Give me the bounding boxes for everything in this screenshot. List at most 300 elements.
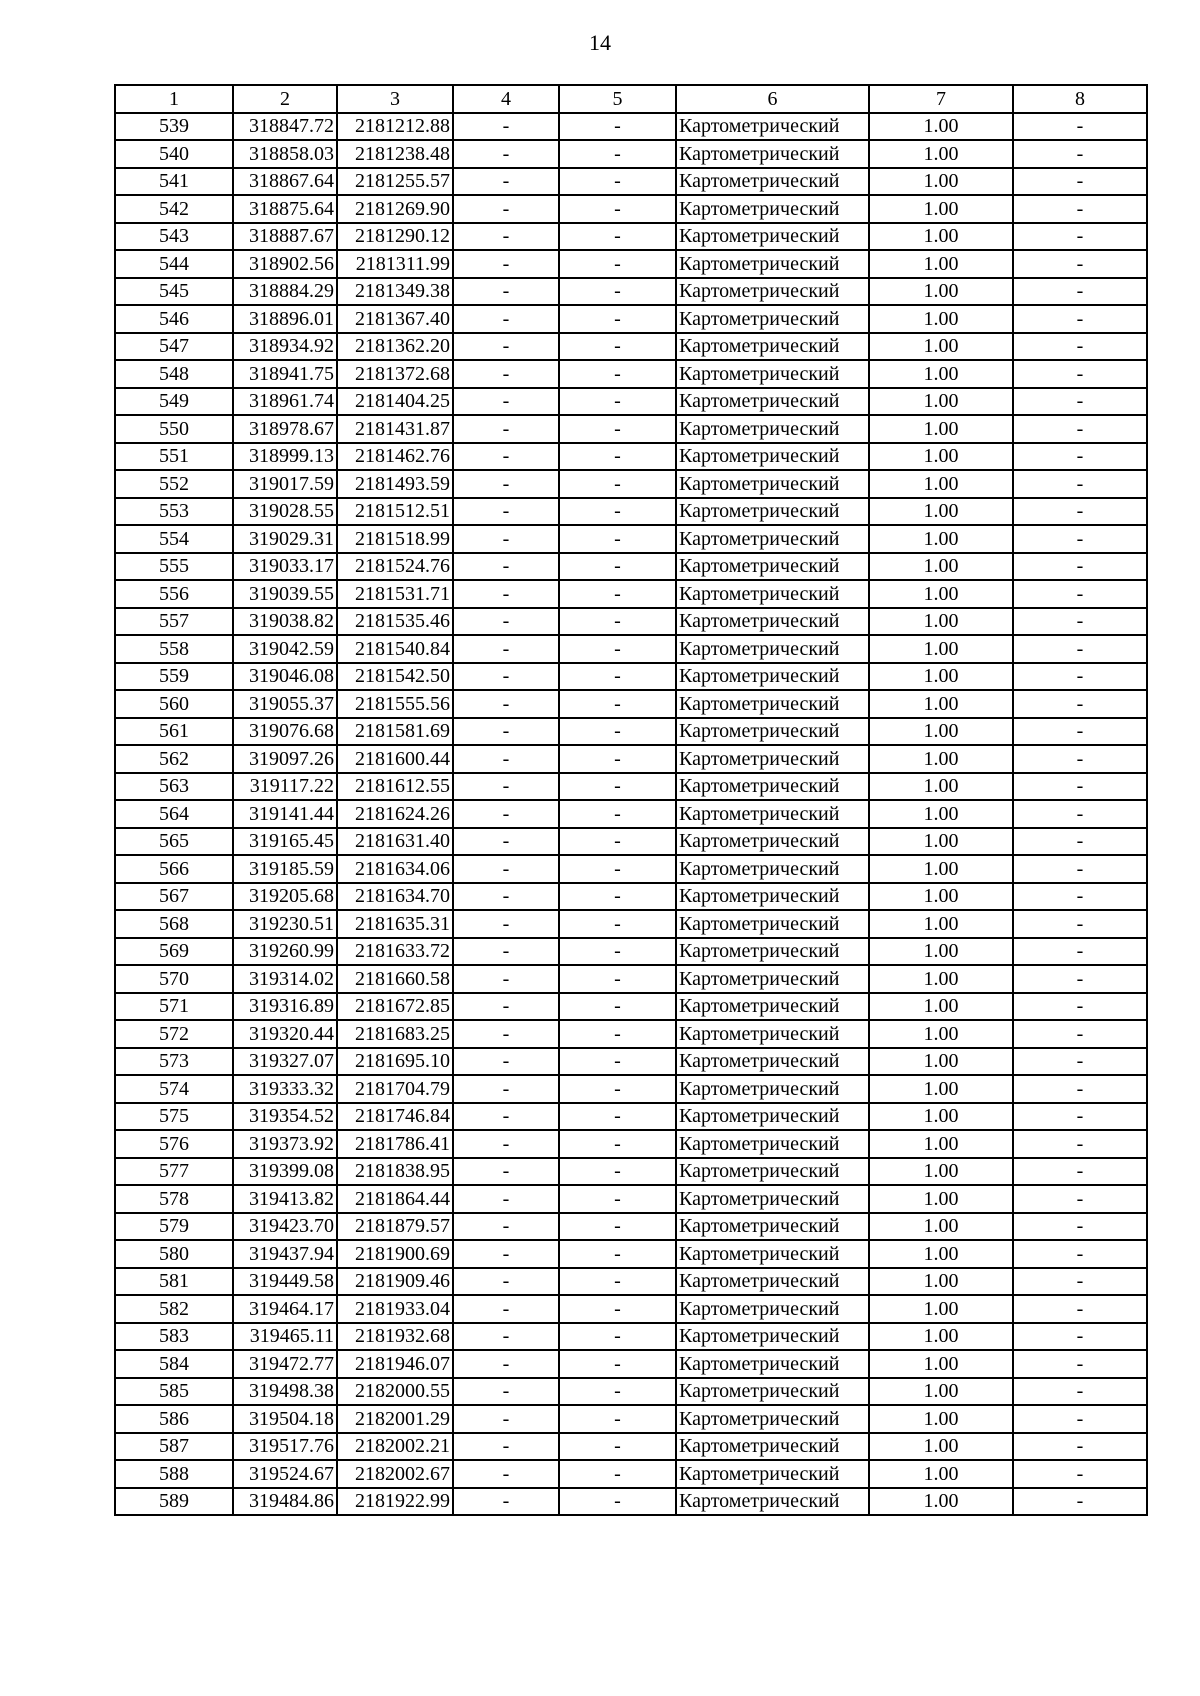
- cell-coord-y: 2181512.51: [337, 498, 453, 526]
- header-cell-2: 2: [233, 85, 337, 113]
- cell-col-5: -: [559, 1158, 676, 1186]
- cell-point-number: 552: [115, 470, 233, 498]
- cell-col-5: -: [559, 828, 676, 856]
- cell-method: Картометрический: [676, 1158, 869, 1186]
- table-row: [115, 773, 1147, 801]
- cell-coord-x: 319097.26: [233, 745, 337, 773]
- cell-col-4: -: [453, 1158, 559, 1186]
- cell-accuracy: 1.00: [869, 580, 1013, 608]
- cell-point-number: 584: [115, 1350, 233, 1378]
- cell-method: Картометрический: [676, 1350, 869, 1378]
- table-row: [115, 1213, 1147, 1241]
- cell-col-5: -: [559, 553, 676, 581]
- cell-col-5: -: [559, 168, 676, 196]
- cell-method: Картометрический: [676, 1378, 869, 1406]
- cell-col-5: -: [559, 1048, 676, 1076]
- cell-col-8: -: [1013, 910, 1147, 938]
- cell-method: Картометрический: [676, 855, 869, 883]
- cell-coord-y: 2181311.99: [337, 250, 453, 278]
- cell-col-4: -: [453, 333, 559, 361]
- cell-point-number: 550: [115, 415, 233, 443]
- cell-method: Картометрический: [676, 910, 869, 938]
- cell-method: Картометрический: [676, 635, 869, 663]
- cell-col-4: -: [453, 388, 559, 416]
- cell-col-4: -: [453, 525, 559, 553]
- cell-accuracy: 1.00: [869, 498, 1013, 526]
- table-row: [115, 168, 1147, 196]
- cell-accuracy: 1.00: [869, 1048, 1013, 1076]
- cell-point-number: 551: [115, 443, 233, 471]
- cell-col-8: -: [1013, 1158, 1147, 1186]
- cell-col-8: -: [1013, 690, 1147, 718]
- cell-coord-x: 319472.77: [233, 1350, 337, 1378]
- cell-col-4: -: [453, 1268, 559, 1296]
- cell-col-4: -: [453, 278, 559, 306]
- cell-coord-y: 2181946.07: [337, 1350, 453, 1378]
- table-row: [115, 278, 1147, 306]
- cell-col-4: -: [453, 993, 559, 1021]
- cell-coord-x: 319449.58: [233, 1268, 337, 1296]
- cell-coord-x: 319046.08: [233, 663, 337, 691]
- cell-method: Картометрический: [676, 718, 869, 746]
- cell-accuracy: 1.00: [869, 195, 1013, 223]
- cell-col-5: -: [559, 1213, 676, 1241]
- cell-col-4: -: [453, 1488, 559, 1516]
- cell-col-8: -: [1013, 965, 1147, 993]
- cell-coord-y: 2181746.84: [337, 1103, 453, 1131]
- cell-col-8: -: [1013, 745, 1147, 773]
- coordinates-table: [114, 84, 1148, 1516]
- cell-col-4: -: [453, 635, 559, 663]
- cell-point-number: 555: [115, 553, 233, 581]
- cell-point-number: 575: [115, 1103, 233, 1131]
- table-row: [115, 1130, 1147, 1158]
- cell-point-number: 564: [115, 800, 233, 828]
- cell-col-5: -: [559, 718, 676, 746]
- cell-point-number: 558: [115, 635, 233, 663]
- cell-coord-y: 2181672.85: [337, 993, 453, 1021]
- cell-accuracy: 1.00: [869, 800, 1013, 828]
- cell-method: Картометрический: [676, 553, 869, 581]
- cell-coord-y: 2181431.87: [337, 415, 453, 443]
- cell-point-number: 545: [115, 278, 233, 306]
- cell-accuracy: 1.00: [869, 278, 1013, 306]
- table-row: [115, 443, 1147, 471]
- cell-accuracy: 1.00: [869, 1158, 1013, 1186]
- cell-method: Картометрический: [676, 1213, 869, 1241]
- cell-col-4: -: [453, 1075, 559, 1103]
- cell-coord-x: 318858.03: [233, 140, 337, 168]
- cell-coord-x: 319076.68: [233, 718, 337, 746]
- cell-coord-x: 319498.38: [233, 1378, 337, 1406]
- table-row: [115, 1020, 1147, 1048]
- cell-coord-y: 2181535.46: [337, 608, 453, 636]
- table-row: [115, 663, 1147, 691]
- cell-accuracy: 1.00: [869, 718, 1013, 746]
- cell-coord-y: 2181600.44: [337, 745, 453, 773]
- cell-coord-y: 2181879.57: [337, 1213, 453, 1241]
- cell-coord-y: 2181631.40: [337, 828, 453, 856]
- cell-col-5: -: [559, 360, 676, 388]
- cell-coord-x: 319185.59: [233, 855, 337, 883]
- cell-col-5: -: [559, 993, 676, 1021]
- cell-coord-y: 2181362.20: [337, 333, 453, 361]
- cell-coord-y: 2181531.71: [337, 580, 453, 608]
- table-row: [115, 250, 1147, 278]
- cell-col-8: -: [1013, 470, 1147, 498]
- cell-col-5: -: [559, 1405, 676, 1433]
- cell-coord-x: 319354.52: [233, 1103, 337, 1131]
- cell-col-5: -: [559, 938, 676, 966]
- table-row: [115, 1433, 1147, 1461]
- cell-col-5: -: [559, 1130, 676, 1158]
- cell-coord-x: 319399.08: [233, 1158, 337, 1186]
- cell-col-8: -: [1013, 415, 1147, 443]
- cell-col-5: -: [559, 498, 676, 526]
- cell-accuracy: 1.00: [869, 855, 1013, 883]
- cell-accuracy: 1.00: [869, 388, 1013, 416]
- cell-point-number: 540: [115, 140, 233, 168]
- cell-coord-x: 318875.64: [233, 195, 337, 223]
- cell-method: Картометрический: [676, 690, 869, 718]
- cell-point-number: 569: [115, 938, 233, 966]
- cell-coord-x: 319260.99: [233, 938, 337, 966]
- cell-coord-x: 318934.92: [233, 333, 337, 361]
- cell-accuracy: 1.00: [869, 1020, 1013, 1048]
- header-cell-4: 4: [453, 85, 559, 113]
- header-cell-3: 3: [337, 85, 453, 113]
- table-row: [115, 1350, 1147, 1378]
- cell-point-number: 559: [115, 663, 233, 691]
- table-row: [115, 360, 1147, 388]
- table-row: [115, 388, 1147, 416]
- cell-col-8: -: [1013, 1323, 1147, 1351]
- cell-coord-x: 319327.07: [233, 1048, 337, 1076]
- table-row: [115, 635, 1147, 663]
- cell-point-number: 577: [115, 1158, 233, 1186]
- cell-col-8: -: [1013, 1103, 1147, 1131]
- cell-method: Картометрический: [676, 195, 869, 223]
- cell-col-4: -: [453, 773, 559, 801]
- cell-coord-x: 319141.44: [233, 800, 337, 828]
- cell-col-4: -: [453, 745, 559, 773]
- cell-method: Картометрический: [676, 360, 869, 388]
- cell-method: Картометрический: [676, 1240, 869, 1268]
- cell-col-4: -: [453, 690, 559, 718]
- cell-col-5: -: [559, 1488, 676, 1516]
- table-row: [115, 223, 1147, 251]
- cell-col-4: -: [453, 828, 559, 856]
- cell-col-4: -: [453, 498, 559, 526]
- cell-col-5: -: [559, 1378, 676, 1406]
- page-number: 14: [589, 30, 611, 55]
- cell-coord-y: 2181462.76: [337, 443, 453, 471]
- cell-coord-y: 2181633.72: [337, 938, 453, 966]
- cell-method: Картометрический: [676, 745, 869, 773]
- cell-coord-x: 318999.13: [233, 443, 337, 471]
- cell-col-4: -: [453, 1350, 559, 1378]
- cell-accuracy: 1.00: [869, 525, 1013, 553]
- table-row: [115, 608, 1147, 636]
- cell-coord-y: 2181372.68: [337, 360, 453, 388]
- cell-coord-x: 319230.51: [233, 910, 337, 938]
- cell-coord-y: 2181518.99: [337, 525, 453, 553]
- cell-col-8: -: [1013, 525, 1147, 553]
- cell-coord-y: 2181932.68: [337, 1323, 453, 1351]
- cell-method: Картометрический: [676, 828, 869, 856]
- cell-coord-x: 319524.67: [233, 1460, 337, 1488]
- cell-col-4: -: [453, 195, 559, 223]
- table-row: [115, 828, 1147, 856]
- cell-coord-y: 2181660.58: [337, 965, 453, 993]
- table-row: [115, 470, 1147, 498]
- cell-coord-y: 2181864.44: [337, 1185, 453, 1213]
- cell-coord-x: 318867.64: [233, 168, 337, 196]
- cell-method: Картометрический: [676, 993, 869, 1021]
- cell-col-8: -: [1013, 1268, 1147, 1296]
- cell-col-4: -: [453, 443, 559, 471]
- cell-coord-x: 319117.22: [233, 773, 337, 801]
- cell-col-4: -: [453, 1020, 559, 1048]
- cell-col-8: -: [1013, 800, 1147, 828]
- cell-col-8: -: [1013, 333, 1147, 361]
- table-row: [115, 883, 1147, 911]
- cell-coord-x: 318902.56: [233, 250, 337, 278]
- cell-coord-y: 2181704.79: [337, 1075, 453, 1103]
- cell-col-4: -: [453, 1295, 559, 1323]
- table-row: [115, 498, 1147, 526]
- cell-col-8: -: [1013, 1378, 1147, 1406]
- cell-method: Картометрический: [676, 470, 869, 498]
- cell-col-8: -: [1013, 883, 1147, 911]
- cell-coord-x: 319205.68: [233, 883, 337, 911]
- cell-method: Картометрический: [676, 773, 869, 801]
- cell-method: Картометрический: [676, 1295, 869, 1323]
- cell-col-8: -: [1013, 938, 1147, 966]
- cell-col-8: -: [1013, 608, 1147, 636]
- table-row: [115, 1158, 1147, 1186]
- table-row: [115, 1323, 1147, 1351]
- cell-col-5: -: [559, 690, 676, 718]
- cell-accuracy: 1.00: [869, 993, 1013, 1021]
- cell-col-8: -: [1013, 1130, 1147, 1158]
- cell-point-number: 547: [115, 333, 233, 361]
- cell-col-8: -: [1013, 1460, 1147, 1488]
- table-row: [115, 1103, 1147, 1131]
- cell-point-number: 557: [115, 608, 233, 636]
- cell-coord-x: 318941.75: [233, 360, 337, 388]
- cell-point-number: 580: [115, 1240, 233, 1268]
- cell-coord-x: 319437.94: [233, 1240, 337, 1268]
- cell-col-5: -: [559, 415, 676, 443]
- cell-method: Картометрический: [676, 663, 869, 691]
- table-row: [115, 525, 1147, 553]
- cell-accuracy: 1.00: [869, 1185, 1013, 1213]
- cell-point-number: 585: [115, 1378, 233, 1406]
- cell-col-5: -: [559, 745, 676, 773]
- cell-coord-x: 318896.01: [233, 305, 337, 333]
- cell-col-4: -: [453, 883, 559, 911]
- cell-coord-y: 2181683.25: [337, 1020, 453, 1048]
- cell-coord-y: 2182002.21: [337, 1433, 453, 1461]
- cell-coord-y: 2181255.57: [337, 168, 453, 196]
- cell-col-5: -: [559, 113, 676, 141]
- cell-col-5: -: [559, 250, 676, 278]
- table-row: [115, 993, 1147, 1021]
- cell-accuracy: 1.00: [869, 1295, 1013, 1323]
- cell-accuracy: 1.00: [869, 470, 1013, 498]
- cell-method: Картометрический: [676, 800, 869, 828]
- table-row: [115, 800, 1147, 828]
- table-row: [115, 938, 1147, 966]
- cell-col-4: -: [453, 580, 559, 608]
- cell-point-number: 583: [115, 1323, 233, 1351]
- cell-coord-y: 2181933.04: [337, 1295, 453, 1323]
- cell-accuracy: 1.00: [869, 690, 1013, 718]
- cell-method: Картометрический: [676, 1433, 869, 1461]
- cell-col-8: -: [1013, 773, 1147, 801]
- cell-coord-x: 319028.55: [233, 498, 337, 526]
- cell-method: Картометрический: [676, 525, 869, 553]
- table-row: [115, 910, 1147, 938]
- cell-accuracy: 1.00: [869, 1103, 1013, 1131]
- cell-accuracy: 1.00: [869, 1460, 1013, 1488]
- cell-point-number: 556: [115, 580, 233, 608]
- cell-point-number: 549: [115, 388, 233, 416]
- cell-coord-y: 2181695.10: [337, 1048, 453, 1076]
- cell-point-number: 561: [115, 718, 233, 746]
- cell-accuracy: 1.00: [869, 663, 1013, 691]
- cell-point-number: 572: [115, 1020, 233, 1048]
- cell-coord-y: 2181922.99: [337, 1488, 453, 1516]
- cell-col-4: -: [453, 1103, 559, 1131]
- cell-col-8: -: [1013, 1185, 1147, 1213]
- cell-accuracy: 1.00: [869, 828, 1013, 856]
- cell-col-8: -: [1013, 1350, 1147, 1378]
- table-row: [115, 1378, 1147, 1406]
- cell-coord-y: 2181542.50: [337, 663, 453, 691]
- cell-col-5: -: [559, 195, 676, 223]
- cell-accuracy: 1.00: [869, 1213, 1013, 1241]
- cell-method: Картометрический: [676, 223, 869, 251]
- cell-col-8: -: [1013, 388, 1147, 416]
- cell-method: Картометрический: [676, 938, 869, 966]
- cell-method: Картометрический: [676, 1185, 869, 1213]
- cell-method: Картометрический: [676, 140, 869, 168]
- cell-col-8: -: [1013, 1405, 1147, 1433]
- cell-point-number: 553: [115, 498, 233, 526]
- cell-point-number: 586: [115, 1405, 233, 1433]
- cell-coord-x: 318978.67: [233, 415, 337, 443]
- cell-coord-x: 319484.86: [233, 1488, 337, 1516]
- cell-col-5: -: [559, 305, 676, 333]
- table-row: [115, 745, 1147, 773]
- table-row: [115, 333, 1147, 361]
- cell-col-8: -: [1013, 195, 1147, 223]
- cell-col-4: -: [453, 305, 559, 333]
- cell-point-number: 578: [115, 1185, 233, 1213]
- cell-accuracy: 1.00: [869, 1350, 1013, 1378]
- cell-coord-x: 319465.11: [233, 1323, 337, 1351]
- cell-col-5: -: [559, 663, 676, 691]
- cell-coord-x: 319504.18: [233, 1405, 337, 1433]
- table-row: [115, 1295, 1147, 1323]
- cell-coord-x: 318847.72: [233, 113, 337, 141]
- cell-col-5: -: [559, 1268, 676, 1296]
- cell-col-5: -: [559, 443, 676, 471]
- cell-coord-x: 319373.92: [233, 1130, 337, 1158]
- cell-accuracy: 1.00: [869, 1240, 1013, 1268]
- cell-col-8: -: [1013, 1213, 1147, 1241]
- cell-coord-y: 2181634.70: [337, 883, 453, 911]
- table-row: [115, 1460, 1147, 1488]
- cell-col-8: -: [1013, 498, 1147, 526]
- table-row: [115, 1488, 1147, 1516]
- cell-col-4: -: [453, 855, 559, 883]
- cell-accuracy: 1.00: [869, 113, 1013, 141]
- cell-col-8: -: [1013, 828, 1147, 856]
- cell-coord-y: 2181786.41: [337, 1130, 453, 1158]
- cell-point-number: 563: [115, 773, 233, 801]
- cell-col-8: -: [1013, 278, 1147, 306]
- cell-point-number: 562: [115, 745, 233, 773]
- table-row: [115, 580, 1147, 608]
- cell-coord-y: 2181838.95: [337, 1158, 453, 1186]
- cell-coord-y: 2181555.56: [337, 690, 453, 718]
- cell-accuracy: 1.00: [869, 1130, 1013, 1158]
- cell-col-8: -: [1013, 718, 1147, 746]
- cell-col-5: -: [559, 388, 676, 416]
- table-row: [115, 1240, 1147, 1268]
- cell-method: Картометрический: [676, 1103, 869, 1131]
- cell-accuracy: 1.00: [869, 938, 1013, 966]
- cell-accuracy: 1.00: [869, 250, 1013, 278]
- cell-col-8: -: [1013, 223, 1147, 251]
- cell-col-4: -: [453, 140, 559, 168]
- cell-col-8: -: [1013, 168, 1147, 196]
- cell-point-number: 567: [115, 883, 233, 911]
- table-row: [115, 305, 1147, 333]
- cell-col-5: -: [559, 910, 676, 938]
- cell-accuracy: 1.00: [869, 553, 1013, 581]
- cell-method: Картометрический: [676, 883, 869, 911]
- cell-coord-x: 319055.37: [233, 690, 337, 718]
- table-row: [115, 553, 1147, 581]
- cell-accuracy: 1.00: [869, 1433, 1013, 1461]
- cell-col-5: -: [559, 635, 676, 663]
- cell-col-5: -: [559, 608, 676, 636]
- cell-col-8: -: [1013, 113, 1147, 141]
- table-row: [115, 113, 1147, 141]
- table-row: [115, 690, 1147, 718]
- cell-col-8: -: [1013, 360, 1147, 388]
- header-cell-1: 1: [115, 85, 233, 113]
- table-row: [115, 1185, 1147, 1213]
- cell-col-4: -: [453, 1433, 559, 1461]
- cell-col-8: -: [1013, 1075, 1147, 1103]
- cell-point-number: 546: [115, 305, 233, 333]
- cell-col-8: -: [1013, 1020, 1147, 1048]
- cell-point-number: 576: [115, 1130, 233, 1158]
- cell-coord-y: 2181349.38: [337, 278, 453, 306]
- cell-col-8: -: [1013, 993, 1147, 1021]
- header-cell-7: 7: [869, 85, 1013, 113]
- cell-col-5: -: [559, 1240, 676, 1268]
- cell-col-4: -: [453, 663, 559, 691]
- cell-point-number: 566: [115, 855, 233, 883]
- cell-accuracy: 1.00: [869, 1378, 1013, 1406]
- cell-col-4: -: [453, 1130, 559, 1158]
